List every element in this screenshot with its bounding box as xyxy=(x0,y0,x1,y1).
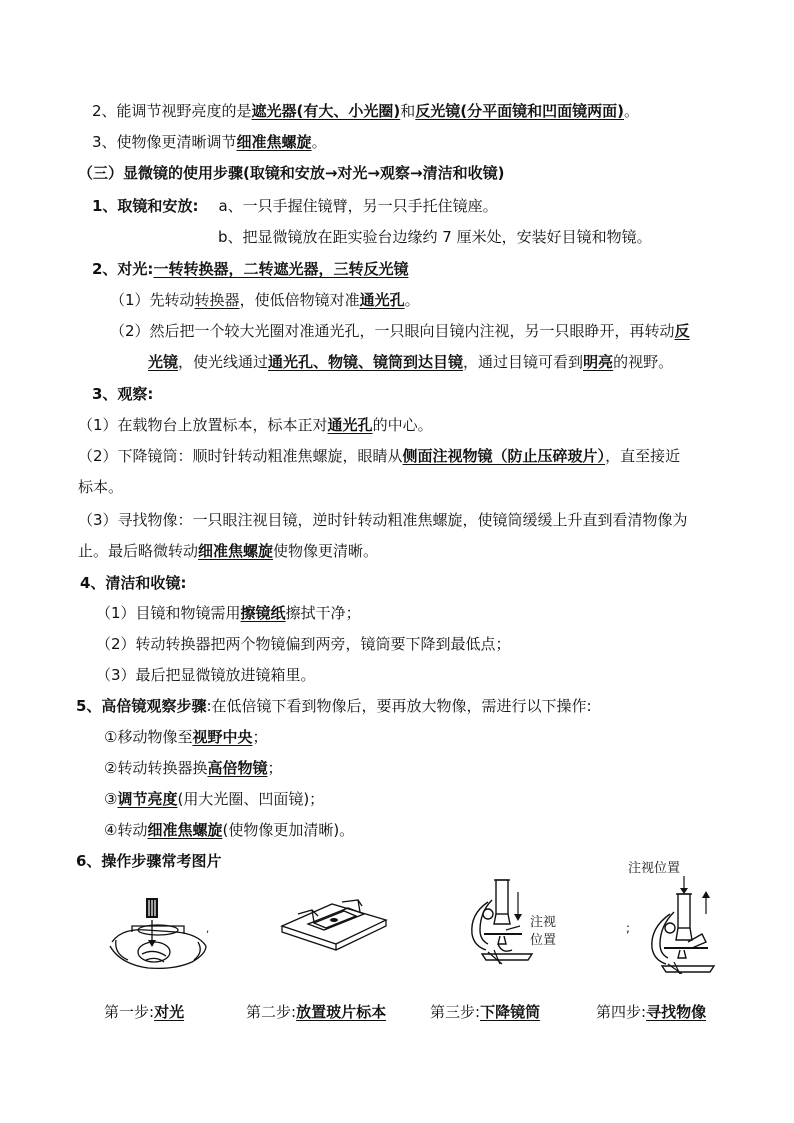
text: 擦拭干净； xyxy=(285,604,361,622)
key-term: 通光孔、物镜、镜筒到达目镜 xyxy=(268,353,464,371)
step-title: 1、取镜和安放: xyxy=(92,197,199,215)
section5-item-2 xyxy=(104,758,282,778)
caption-step: 寻找物像 xyxy=(646,1003,707,1021)
text: ，直至接近 xyxy=(605,447,681,465)
step2-p2a xyxy=(110,321,690,341)
text: 使物像更清晰。 xyxy=(273,542,379,560)
key-term: 通光孔 xyxy=(327,416,373,434)
figure-step4-finding-image xyxy=(622,856,722,974)
caption-step-1 xyxy=(104,1002,196,1022)
key-term: 明亮 xyxy=(583,353,614,371)
fig3-label-line1: 注视 xyxy=(530,915,557,930)
text: ④转动 xyxy=(104,821,148,839)
caption-step-4 xyxy=(596,1002,706,1022)
adjust-clarity-line xyxy=(92,132,327,152)
text: a、一只手握住镜臂，另一只手托住镜座。 xyxy=(218,197,498,215)
section-5-line xyxy=(76,696,592,716)
text: 2、能调节视野亮度的是 xyxy=(92,102,252,120)
key-term: 光镜 xyxy=(148,353,179,371)
svg-text:,: , xyxy=(206,924,210,935)
caption-step: 下降镜筒 xyxy=(480,1003,541,1021)
text: ，使光线通过 xyxy=(178,353,269,371)
text: ，使低倍物镜对准 xyxy=(239,291,360,309)
svg-text:;: ; xyxy=(626,921,631,935)
step3-p2a xyxy=(78,446,680,466)
key-term: 反光镜(分平面镜和凹面镜两面) xyxy=(415,102,624,120)
figure-step1-focusing-light xyxy=(102,890,214,975)
step1-line-b: b、把显微镜放在距实验台边缘约 7 厘米处，安装好目镜和物镜。 xyxy=(218,228,652,246)
caption-prefix: 第二步: xyxy=(246,1003,297,1021)
text: （1）目镜和物镜需用 xyxy=(96,604,241,622)
key-term: 细准焦螺旋 xyxy=(236,133,312,151)
step-title: 2、对光: xyxy=(92,260,154,278)
text: ，通过目镜可看到 xyxy=(463,353,584,371)
section-3-heading: （三）显微镜的使用步骤(取镜和安放→对光→观察→清洁和收镜) xyxy=(78,164,505,182)
key-term: 通光孔 xyxy=(359,291,405,309)
key-term: 侧面注视物镜（防止压碎玻片） xyxy=(402,447,606,465)
text: ①移动物像至 xyxy=(104,728,193,746)
caption-step-3 xyxy=(430,1002,540,1022)
text: ②转动转换器换 xyxy=(104,759,208,777)
text: 的中心。 xyxy=(372,416,433,434)
step3-p3a: （3）寻找物像：一只眼注视目镜，逆时针转动粗准焦螺旋，使镜筒缓缓上升直到看清物像为 xyxy=(78,511,688,529)
adjust-brightness-line xyxy=(92,101,639,121)
figure-step3-lowering-tube xyxy=(458,874,570,966)
caption-prefix: 第四步: xyxy=(596,1003,647,1021)
text: （1）在载物台上放置标本，标本正对 xyxy=(78,416,328,434)
text: 的视野。 xyxy=(613,353,674,371)
key-term: 转换器 xyxy=(194,291,240,309)
text: （2）然后把一个较大光圈对准通光孔，一只眼向目镜内注视，另一只眼睁开，再转动 xyxy=(110,322,675,340)
fig4-label: 注视位置 xyxy=(628,861,681,876)
text: (用大光圈、凹面镜)； xyxy=(177,790,325,808)
text: ③ xyxy=(104,790,118,808)
text: 止。最后略微转动 xyxy=(78,542,199,560)
step2-title-line xyxy=(92,259,408,279)
fig3-label-line2: 位置 xyxy=(530,933,557,948)
text: ； xyxy=(252,728,268,746)
caption-step-2 xyxy=(246,1002,386,1022)
step3-p2b: 标本。 xyxy=(78,478,124,496)
key-term: 视野中央 xyxy=(192,728,253,746)
step4-title: 4、清洁和收镜: xyxy=(80,574,187,592)
text: 。 xyxy=(311,133,327,151)
step4-p3: （3）最后把显微镜放进镜箱里。 xyxy=(96,666,316,684)
caption-prefix: 第三步: xyxy=(430,1003,481,1021)
text: 和 xyxy=(400,102,416,120)
key-term: 一转转换器，二转遮光器，三转反光镜 xyxy=(153,260,409,278)
text: 。 xyxy=(404,291,420,309)
step4-p2: （2）转动转换器把两个物镜偏到两旁，镜筒要下降到最低点； xyxy=(96,635,511,653)
figure-step2-placing-slide xyxy=(278,892,390,952)
key-term: 调节亮度 xyxy=(117,790,178,808)
step3-title: 3、观察: xyxy=(92,385,154,403)
step2-p2b xyxy=(148,352,673,372)
key-term: 高倍物镜 xyxy=(207,759,268,777)
step2-p1 xyxy=(110,290,420,310)
section-title: 5、高倍镜观察步骤 xyxy=(76,697,207,715)
step4-p1 xyxy=(96,603,361,623)
text: :在低倍镜下看到物像后，要再放大物像，需进行以下操作: xyxy=(206,697,592,715)
key-term: 遮光器(有大、小光圈) xyxy=(251,102,401,120)
section5-item-3 xyxy=(104,789,324,809)
text: 。 xyxy=(624,102,640,120)
section-6-title: 6、操作步骤常考图片 xyxy=(76,852,222,870)
text: 3、使物像更清晰调节 xyxy=(92,133,237,151)
section5-item-1 xyxy=(104,727,267,747)
text: （1）先转动 xyxy=(110,291,195,309)
caption-step: 对光 xyxy=(154,1003,185,1021)
key-term: 擦镜纸 xyxy=(240,604,286,622)
text: ； xyxy=(267,759,283,777)
text: (使物像更加清晰)。 xyxy=(222,821,355,839)
caption-step: 放置玻片标本 xyxy=(296,1003,387,1021)
step1-line-a xyxy=(92,196,498,216)
section5-item-4 xyxy=(104,820,354,840)
key-term: 反 xyxy=(674,322,690,340)
key-term: 细准焦螺旋 xyxy=(147,821,223,839)
step3-p3b xyxy=(78,541,378,561)
caption-prefix: 第一步: xyxy=(104,1003,155,1021)
key-term: 细准焦螺旋 xyxy=(198,542,274,560)
text: （2）下降镜筒：顺时针转动粗准焦螺旋，眼睛从 xyxy=(78,447,403,465)
step3-p1 xyxy=(78,415,433,435)
